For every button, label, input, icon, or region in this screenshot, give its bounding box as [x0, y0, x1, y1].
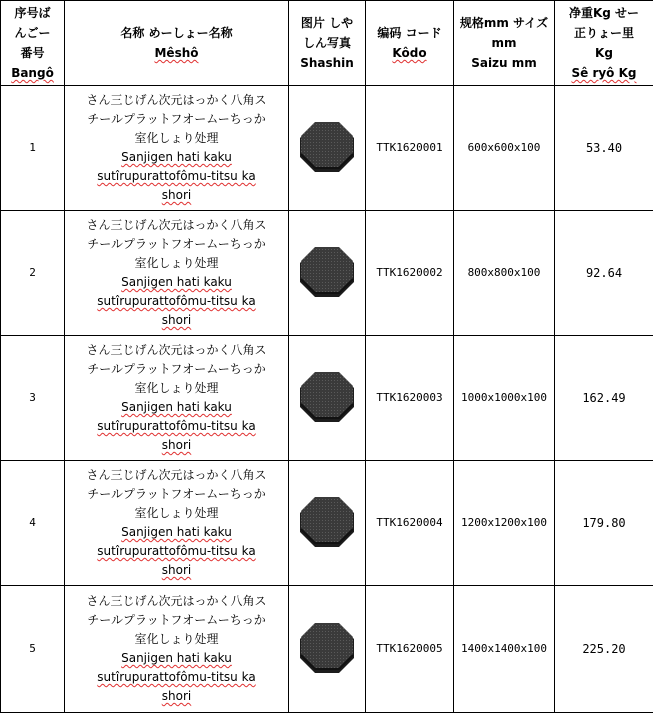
product-name-line: チールプラットフオームーちっか	[87, 362, 266, 376]
product-name-romaji-line: sutîrupurattofômu-titsu ka	[97, 294, 256, 308]
product-size: 1000x1000x100	[454, 336, 555, 461]
header-photo-line: Shashin	[300, 56, 354, 70]
header-code-line: Kôdo	[392, 46, 427, 60]
header-serial-line: 序号ば	[14, 6, 51, 20]
product-weight: 92.64	[555, 211, 653, 336]
product-weight: 179.80	[555, 461, 653, 586]
product-name-romaji-line: sutîrupurattofômu-titsu ka	[97, 670, 256, 684]
product-name-line: 室化しょり处理	[134, 131, 219, 145]
header-size-line: Saizu mm	[471, 56, 537, 70]
product-name-line: さん三じげん次元はっかく八角ス	[86, 594, 267, 608]
header-weight	[555, 1, 653, 86]
product-photo-cell	[289, 86, 366, 211]
product-name-romaji-line: sutîrupurattofômu-titsu ka	[97, 169, 256, 183]
header-weight-line: Sê ryô Kg	[571, 66, 637, 80]
product-weight: 53.40	[555, 86, 653, 211]
header-size	[454, 1, 555, 86]
table-header-row	[1, 1, 653, 86]
product-size: 1400x1400x100	[454, 586, 555, 713]
product-size: 1200x1200x100	[454, 461, 555, 586]
product-name-romaji-line: Sanjigen hati kaku	[121, 525, 232, 539]
product-name-line: さん三じげん次元はっかく八角ス	[86, 343, 267, 357]
product-code: TTK1620003	[366, 336, 454, 461]
product-size: 800x800x100	[454, 211, 555, 336]
product-name-romaji-line: shori	[161, 188, 192, 202]
octagon-platform-icon	[298, 121, 356, 175]
product-name-romaji-line: shori	[161, 563, 192, 577]
table-row	[1, 86, 653, 211]
header-serial-number	[1, 1, 65, 86]
product-name	[65, 586, 289, 713]
header-name-line: Mêshô	[154, 46, 199, 60]
row-number: 4	[1, 461, 65, 586]
product-photo-cell	[289, 586, 366, 713]
product-name-romaji-line: Sanjigen hati kaku	[121, 150, 232, 164]
table-row	[1, 211, 653, 336]
product-size: 600x600x100	[454, 86, 555, 211]
table-row	[1, 586, 653, 713]
product-name-line: 室化しょり处理	[134, 632, 219, 646]
header-weight-line: 净重Kg せー	[568, 6, 640, 20]
product-name-line: チールプラットフオームーちっか	[87, 237, 266, 251]
header-photo-line: しん写真	[302, 36, 351, 50]
row-number: 1	[1, 86, 65, 211]
table-row	[1, 461, 653, 586]
product-name-romaji-line: Sanjigen hati kaku	[121, 275, 232, 289]
product-name-romaji-line: shori	[161, 689, 192, 703]
product-weight: 225.20	[555, 586, 653, 713]
row-number: 3	[1, 336, 65, 461]
header-weight-line: Kg	[595, 46, 613, 60]
product-name-line: さん三じげん次元はっかく八角ス	[86, 218, 267, 232]
product-name-line: さん三じげん次元はっかく八角ス	[86, 93, 267, 107]
product-name	[65, 461, 289, 586]
product-name-line: チールプラットフオームーちっか	[87, 112, 266, 126]
header-photo	[289, 1, 366, 86]
header-size-line: mm	[491, 36, 517, 50]
product-code: TTK1620002	[366, 211, 454, 336]
header-code-line: 编码 コード	[377, 26, 442, 40]
product-name-line: 室化しょり处理	[134, 506, 219, 520]
product-name	[65, 211, 289, 336]
product-name-line: チールプラットフオームーちっか	[87, 487, 266, 501]
product-name-line: チールプラットフオームーちっか	[87, 613, 266, 627]
header-serial-line: んごー	[14, 26, 51, 40]
product-name-line: さん三じげん次元はっかく八角ス	[86, 468, 267, 482]
octagon-platform-icon	[298, 371, 356, 425]
row-number: 2	[1, 211, 65, 336]
product-photo-cell	[289, 461, 366, 586]
product-code: TTK1620004	[366, 461, 454, 586]
header-serial-line: 番号	[20, 46, 45, 60]
table-row	[1, 336, 653, 461]
row-number: 5	[1, 586, 65, 713]
product-photo-cell	[289, 336, 366, 461]
product-weight: 162.49	[555, 336, 653, 461]
product-name	[65, 336, 289, 461]
product-name-line: 室化しょり处理	[134, 381, 219, 395]
product-name-romaji-line: sutîrupurattofômu-titsu ka	[97, 419, 256, 433]
header-size-line: 规格mm サイズ	[459, 16, 549, 30]
header-name	[65, 1, 289, 86]
header-weight-line: 正りょー里	[573, 26, 634, 40]
header-name-line: 名称 めーしょー名称	[120, 26, 233, 40]
product-name	[65, 86, 289, 211]
header-serial-line: Bangô	[11, 66, 54, 80]
header-code	[366, 1, 454, 86]
octagon-platform-icon	[298, 246, 356, 300]
octagon-platform-icon	[298, 496, 356, 550]
product-photo-cell	[289, 211, 366, 336]
product-name-line: 室化しょり处理	[134, 256, 219, 270]
product-name-romaji-line: Sanjigen hati kaku	[121, 400, 232, 414]
product-name-romaji-line: shori	[161, 438, 192, 452]
product-name-romaji-line: Sanjigen hati kaku	[121, 651, 232, 665]
product-code: TTK1620001	[366, 86, 454, 211]
product-name-romaji-line: shori	[161, 313, 192, 327]
product-code: TTK1620005	[366, 586, 454, 713]
product-name-romaji-line: sutîrupurattofômu-titsu ka	[97, 544, 256, 558]
header-photo-line: 图片 しや	[300, 16, 354, 30]
octagon-platform-icon	[298, 622, 356, 676]
